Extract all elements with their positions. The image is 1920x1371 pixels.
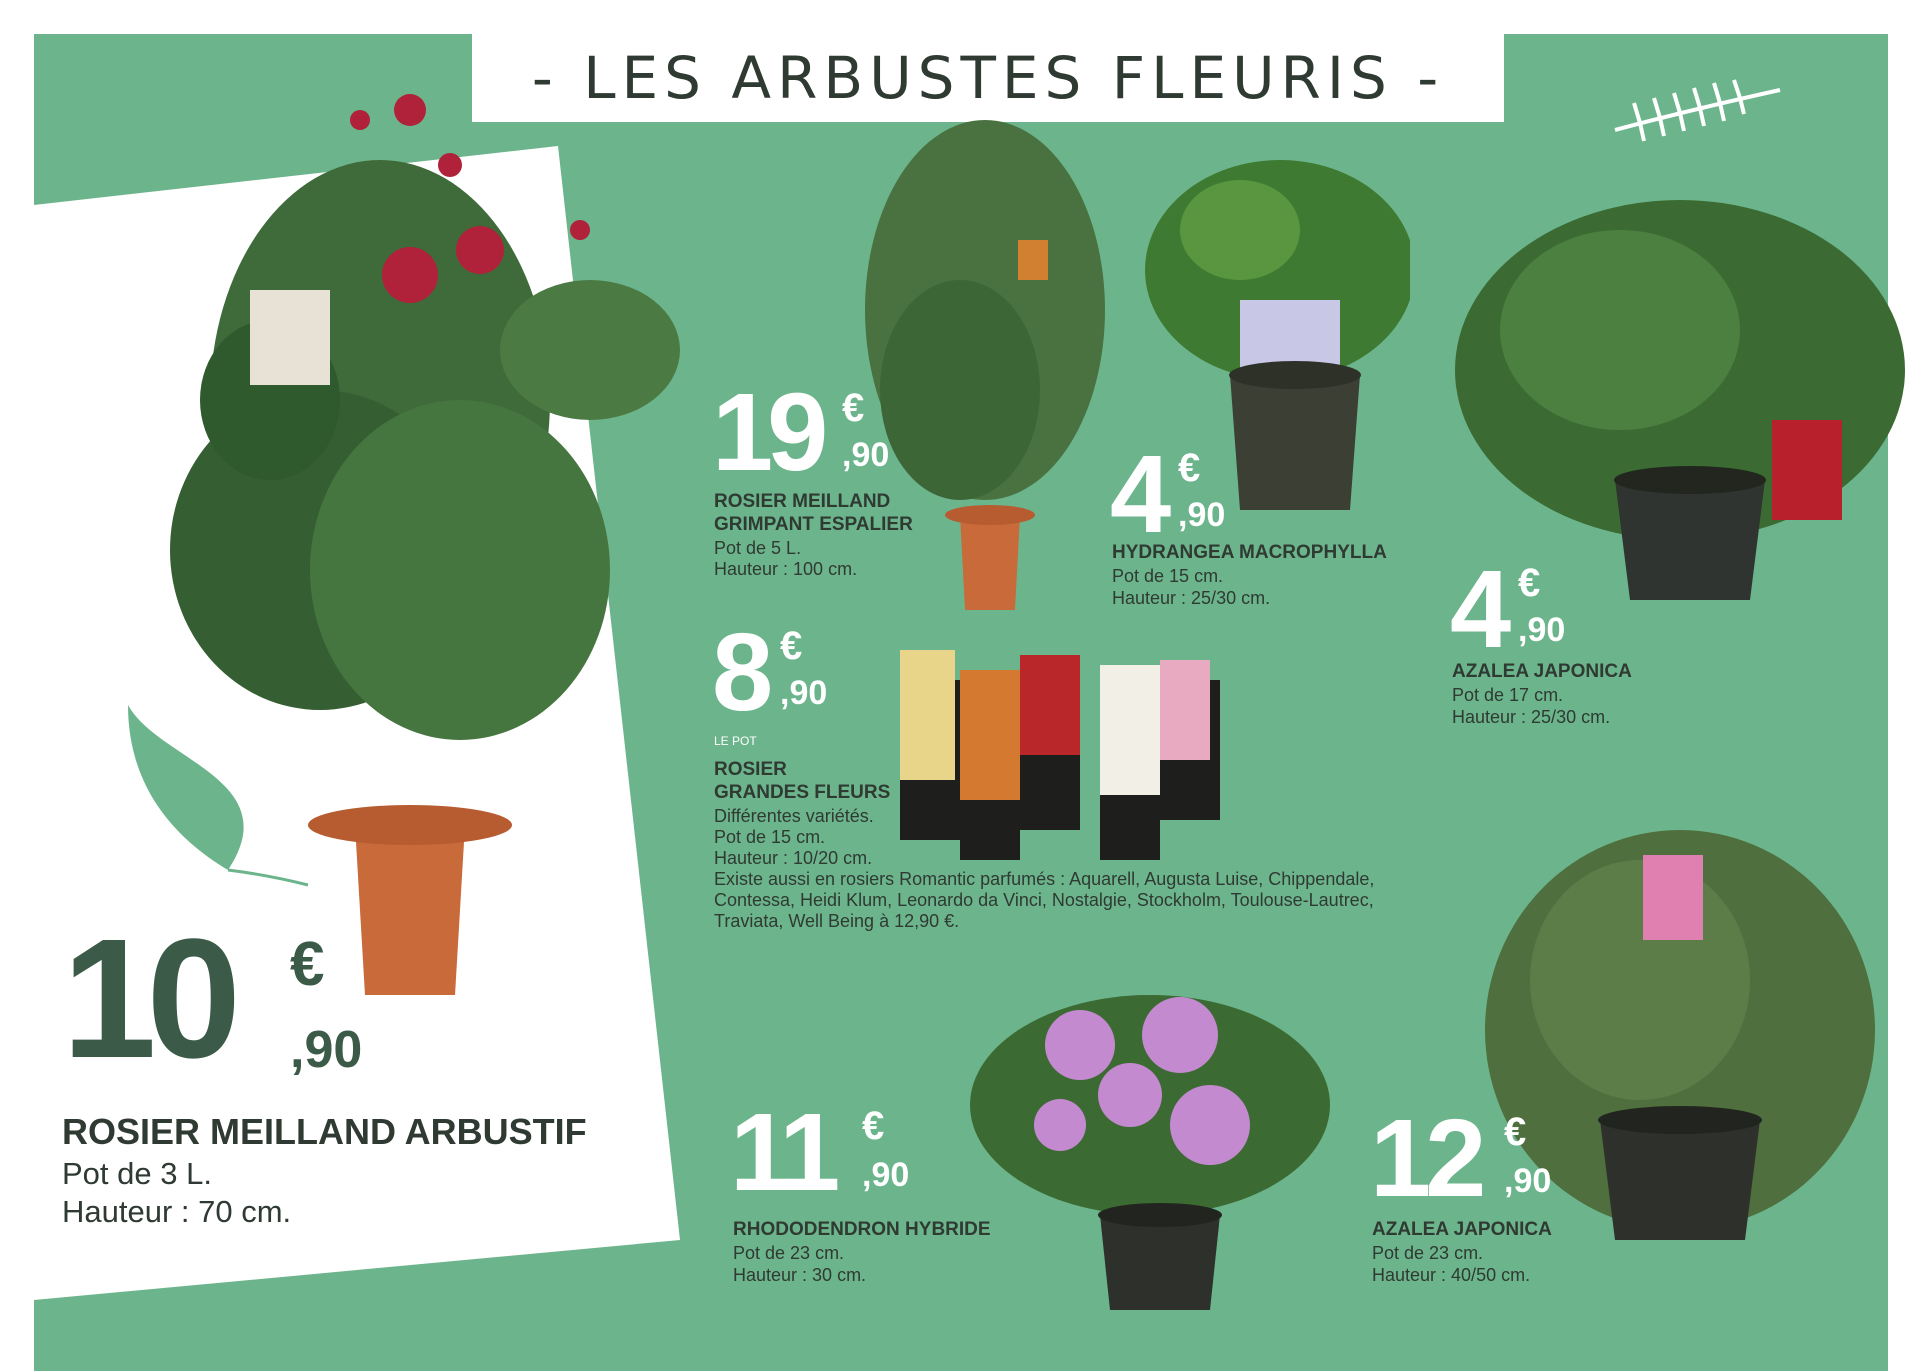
price-currency: € xyxy=(862,1104,885,1148)
product-note-line3: Traviata, Well Being à 12,90 €. xyxy=(714,911,960,931)
product-pot: Pot de 23 cm. xyxy=(733,1243,845,1263)
price-azalea-17 xyxy=(1450,548,1590,671)
price-integer: 12 xyxy=(1370,1097,1481,1220)
price-integer: 4 xyxy=(1450,548,1506,671)
product-pot: Pot de 5 L. xyxy=(714,538,802,558)
page-title: - LES ARBUSTES FLEURIS - xyxy=(531,44,1445,112)
rosier-grandes-fleurs-image xyxy=(870,620,1240,870)
price-currency: € xyxy=(1178,446,1201,490)
product-height: Hauteur : 25/30 cm. xyxy=(1452,707,1611,727)
unit-label: LE POT xyxy=(714,734,757,748)
product-name-line2: GRANDES FLEURS xyxy=(714,782,891,803)
price-currency: € xyxy=(780,624,803,668)
price-rhododendron xyxy=(730,1091,910,1214)
price-hydrangea xyxy=(1110,433,1250,556)
product-note-line2: Contessa, Heidi Klum, Leonardo da Vinci, Nostalgie, Stockholm, Toulouse-Lautrec, xyxy=(714,890,1374,910)
product-height: Hauteur : 30 cm. xyxy=(733,1265,867,1285)
price-integer: 10 xyxy=(62,904,232,1094)
product-pot: Pot de 3 L. xyxy=(62,1156,212,1191)
price-currency: € xyxy=(290,930,325,999)
product-height: Hauteur : 10/20 cm. xyxy=(714,848,873,868)
product-pot: Pot de 15 cm. xyxy=(714,827,826,847)
product-name-line1: ROSIER MEILLAND xyxy=(714,491,891,512)
price-rosier-grimpant xyxy=(712,371,892,494)
rosier-arbustif-image xyxy=(140,70,740,1010)
rhododendron-image xyxy=(960,975,1340,1325)
product-height: Hauteur : 25/30 cm. xyxy=(1112,588,1271,608)
price-rosier-arbustif xyxy=(62,904,402,1094)
product-height: Hauteur : 70 cm. xyxy=(62,1194,292,1229)
product-name: AZALEA JAPONICA xyxy=(1452,661,1632,682)
product-pot: Pot de 23 cm. xyxy=(1372,1243,1484,1263)
price-currency: € xyxy=(1518,561,1541,605)
rosier-grimpant-image xyxy=(850,110,1120,620)
price-integer: 11 xyxy=(730,1091,835,1214)
product-note-line1: Existe aussi en rosiers Romantic parfumés : Aquarell, Augusta Luise, Chippendale, xyxy=(714,869,1375,889)
price-azalea-23 xyxy=(1370,1097,1560,1220)
price-decimal: ,90 xyxy=(780,674,828,712)
price-currency: € xyxy=(842,386,865,430)
product-name-line2: GRIMPANT ESPALIER xyxy=(714,514,913,535)
product-pot: Pot de 15 cm. xyxy=(1112,566,1224,586)
price-decimal: ,90 xyxy=(862,1156,910,1194)
price-integer: 19 xyxy=(712,371,823,494)
product-name: RHODODENDRON HYBRIDE xyxy=(733,1219,991,1240)
product-varieties: Différentes variétés. xyxy=(714,806,874,826)
product-name-line1: ROSIER xyxy=(714,759,787,780)
price-rosier-grandes-fleurs xyxy=(712,611,852,734)
product-name: ROSIER MEILLAND ARBUSTIF xyxy=(62,1111,587,1152)
product-height: Hauteur : 100 cm. xyxy=(714,559,858,579)
price-decimal: ,90 xyxy=(842,436,890,474)
price-decimal: ,90 xyxy=(290,1021,363,1079)
azalea-17-image xyxy=(1450,190,1910,610)
fern-sprig-icon xyxy=(1610,70,1790,150)
product-pot: Pot de 17 cm. xyxy=(1452,685,1564,705)
price-decimal: ,90 xyxy=(1178,496,1226,534)
price-integer: 8 xyxy=(712,611,768,734)
price-integer: 4 xyxy=(1110,433,1166,556)
price-decimal: ,90 xyxy=(1518,611,1566,649)
product-name: AZALEA JAPONICA xyxy=(1372,1219,1552,1240)
price-decimal: ,90 xyxy=(1504,1162,1552,1200)
price-currency: € xyxy=(1504,1110,1527,1154)
product-name: HYDRANGEA MACROPHYLLA xyxy=(1112,542,1387,563)
product-height: Hauteur : 40/50 cm. xyxy=(1372,1265,1531,1285)
